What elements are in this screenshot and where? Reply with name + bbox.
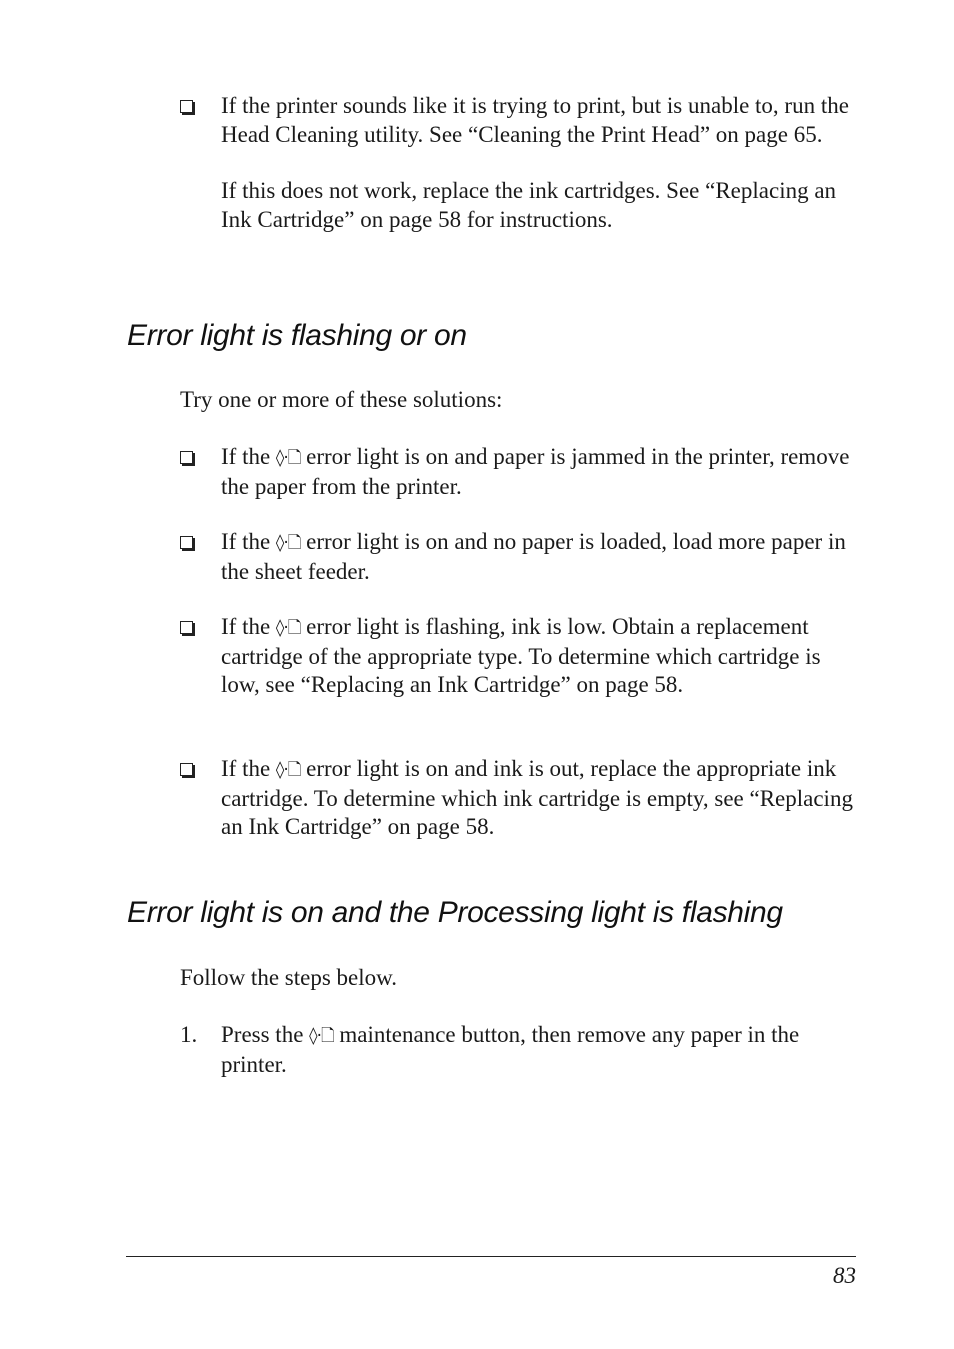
ink-drop-paper-icon: ◊·🗋 [275, 760, 301, 780]
ink-drop-paper-icon: ◊·🗋 [275, 618, 301, 638]
checkbox-bullet-icon [180, 443, 210, 472]
section-heading-error-light-flashing: Error light is flashing or on [127, 319, 467, 352]
ink-drop-paper-icon: ◊·🗋 [275, 448, 301, 468]
intro-paragraph-2: If this does not work, replace the ink cartridges. See “Replacing an Ink Cartridge” on page 58 for instructions. [221, 178, 837, 232]
footer-divider [126, 1256, 856, 1257]
section1-intro: Try one or more of these solutions: [180, 387, 503, 412]
intro-bullet-text [221, 92, 861, 234]
section2-intro: Follow the steps below. [180, 965, 397, 990]
checkbox-bullet-icon [180, 755, 210, 784]
intro-paragraph-1: If the printer sounds like it is trying to print, but is unable to, run the Head Cleaning utility. See “Cleaning the Print Head” on page 65. [221, 93, 849, 147]
checkbox-bullet-icon [180, 528, 210, 557]
page-number: 83 [833, 1263, 856, 1288]
ink-drop-paper-icon: ◊·🗋 [309, 1026, 334, 1046]
checkbox-bullet-icon [180, 92, 210, 121]
checkbox-bullet-icon [180, 613, 210, 642]
section-heading-processing-light-flashing: Error light is on and the Processing light is flashing [127, 896, 783, 929]
ink-drop-paper-icon: ◊·🗋 [275, 533, 301, 553]
step-number: 1. [180, 1022, 198, 1047]
